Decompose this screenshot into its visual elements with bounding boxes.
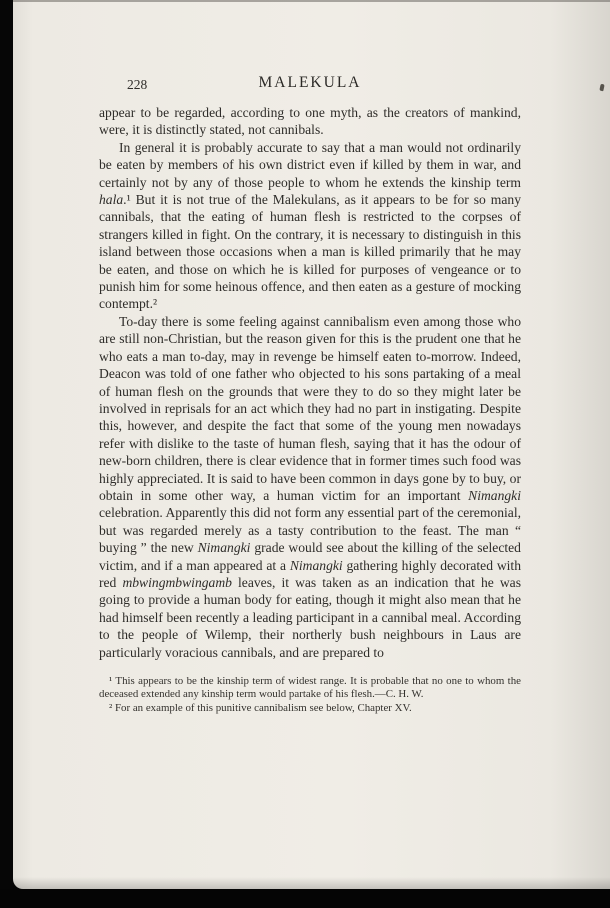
- text-run: To-day there is some feeling against cannibalism even among those who are still non-Christian, but the reason given for this is the prudent one that he who eats a man to-day, may in revenge be himself eaten to-morrow. Indeed, Deacon was told of one father who objected to his sons partaking of a meal of human flesh on the grounds that were they to do so they might later be involved in reprisals for an act which they had no part in instigating. Despite this, however, and despite the fact that some of the young men nowadays refer with dislike to the taste of human flesh, saying that it has the odour of new-born children, there is clear evidence that in former times such food was highly appreciated. It is said to have been common in days gone by to buy, or obtain in some other way, a human victim for an important: [99, 313, 521, 503]
- footnote: ² For an example of this punitive cannibalism see below, Chapter XV.: [109, 701, 412, 714]
- running-title: MALEKULA: [258, 74, 362, 91]
- text-run: .¹ But it is not true of the Malekulans, as it appears to be for so many cannibals, that the eating of human flesh is restricted to the corpses of strangers killed in fight. On the contrary, it is necessary to distinguish in this island between those occasions when a man is killed primarily that he may be eaten, and those on which he is killed for purposes of vengeance or to punish him for some heinous offence, and then eaten as a gesture of mocking contempt.²: [99, 192, 521, 312]
- scan-top-edge: [13, 0, 610, 2]
- text-run: celebration. Apparently this did not form any essential part of the ceremonial, but was regarded merely as a tasty contribution to the feast. The man “ buying ” the new: [99, 505, 521, 556]
- italic-term: Nimangki: [468, 487, 521, 503]
- text-run: In general it is probably accurate to say that a man would not ordinarily be eaten by members of his own district even if killed by them in war, and certainly not by any of those people to whom he extends the kinship term: [99, 139, 521, 190]
- italic-term: Nimangki: [197, 540, 251, 556]
- paragraph: [99, 313, 521, 661]
- body-paragraphs: [99, 104, 521, 661]
- scan-bottom-edge: [0, 889, 610, 908]
- text-run: grade would see about the killing of the selected victim, and if a man appeared at a: [99, 540, 521, 573]
- text-run: gathering highly decorated with red: [99, 557, 521, 590]
- italic-term: hala: [99, 192, 124, 208]
- italic-term: Nimangki: [289, 557, 343, 573]
- footnote: ¹ This appears to be the kinship term of widest range. It is probable that no one to whom the deceased extended any kinship term would partake of his flesh.—C. H. W.: [99, 675, 521, 701]
- footnotes: [99, 675, 521, 715]
- scan-bottom-shadow: [13, 877, 610, 889]
- paragraph: [99, 104, 521, 139]
- paragraph: [99, 139, 521, 313]
- page: [13, 0, 610, 889]
- page-header: [99, 74, 521, 95]
- italic-term: mbwingmbwingamb: [122, 574, 232, 590]
- text-run: leaves, it was taken as an indication that he was going to provide a human body for eating, though it might also mean that he had himself been recently a leading participant in a cannibal meal. According to the people of Wilemp, their northerly bush neighbours in Laus are particularly voracious cannibals, and are prepared to: [99, 574, 521, 660]
- text-run: appear to be regarded, according to one myth, as the creators of mankind, were, it is distinctly stated, not cannibals.: [99, 105, 521, 138]
- page-number: 228: [127, 77, 148, 92]
